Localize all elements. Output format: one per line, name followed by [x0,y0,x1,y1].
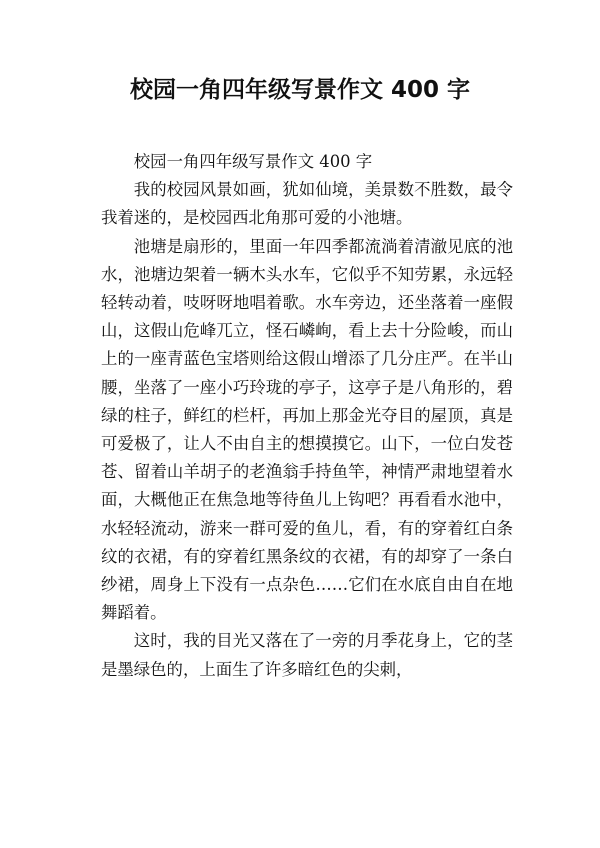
paragraph-pond: 池塘是扇形的，里面一年四季都流淌着清澈见底的池水，池塘边架着一辆木头水车，它似乎不知劳累，永远轻轻转动着，吱呀呀地唱着歌。水车旁边，还坐落着一座假山，这假山危峰兀立，怪石嶙峋，看上去十分险峻，而山上的一座青蓝色宝塔则给这假山增添了几分庄严。在半山腰，坐落了一座小巧玲珑的亭子，这亭子是八角形的，碧绿的柱子，鲜红的栏杆，再加上那金光夺目的屋顶，真是可爱极了，让人不由自主的想摸摸它。山下，一位白发苍苍、留着山羊胡子的老渔翁手持鱼竿，神情严肃地望着水面，大概他正在焦急地等待鱼儿上钩吧？再看看水池中，水轻轻流动，游来一群可爱的鱼儿，看，有的穿着红白条纹的衣裙，有的穿着红黑条纹的衣裙，有的却穿了一条白纱裙，周身上下没有一点杂色……它们在水底自由自在地舞蹈着。 [101,236,513,623]
document-body [101,148,513,684]
paragraph-intro: 我的校园风景如画，犹如仙境，美景数不胜数，最令我着迷的，是校园西北角那可爱的小池塘。 [101,180,513,228]
paragraph-rose: 这时，我的目光又落在了一旁的月季花身上，它的茎是墨绿色的，上面生了许多暗红色的尖刺， [101,631,513,679]
document-title: 校园一角四年级写景作文 400 字 [129,77,471,103]
paragraph-subtitle: 校园一角四年级写景作文 400 字 [133,152,373,171]
